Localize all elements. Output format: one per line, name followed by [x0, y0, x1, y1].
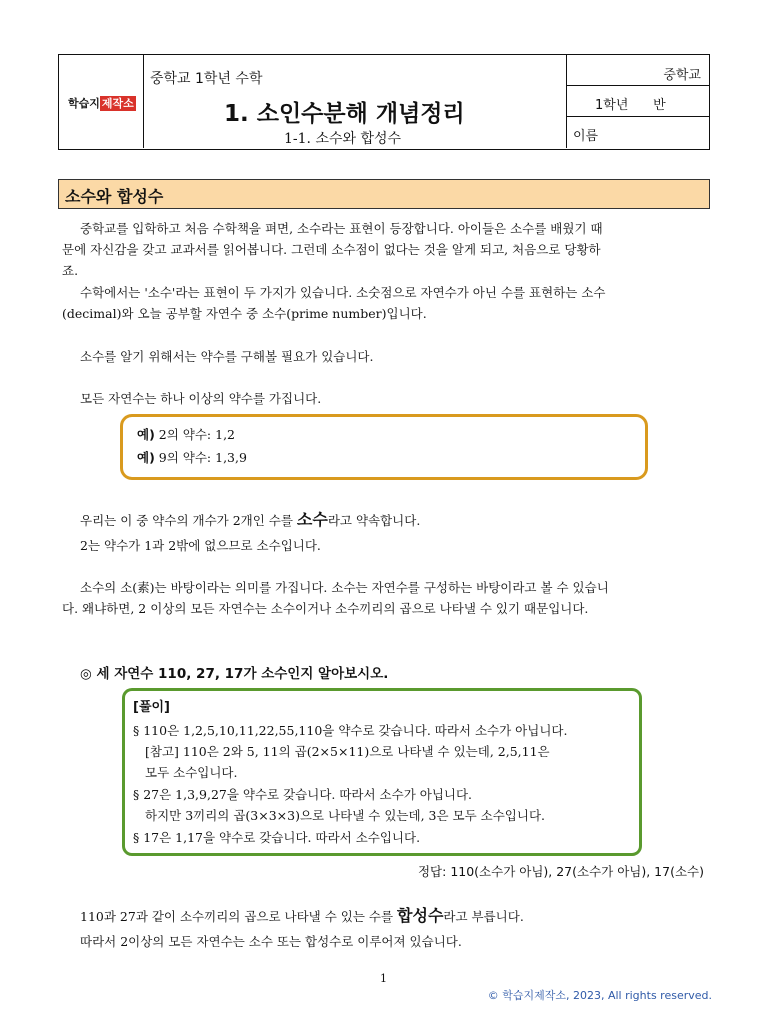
composite-definition-line: [80, 905, 524, 927]
intro-line-4: 수학에서는 '소수'라는 표현이 두 가지가 있습니다. 소숫점으로 자연수가 아닌 수를 표현하는 소수: [80, 285, 606, 300]
key-term-composite: 합성수: [397, 906, 444, 925]
definition-text: 110과 27과 같이 소수끼리의 곱으로 나타낼 수 있는 수를: [80, 909, 398, 924]
example-2: [137, 447, 247, 468]
grade-class-cell: 1학년 반: [567, 86, 709, 117]
page-subtitle: 1-1. 소수와 합성수: [284, 131, 402, 147]
solution-line: 모두 소수입니다.: [145, 765, 238, 780]
prime-definition-line: [80, 509, 420, 531]
meaning-line-2: 다. 왜냐하면, 2 이상의 모든 자연수는 소수이거나 소수끼리의 곱으로 나타낼 수 있기 때문입니다.: [62, 601, 589, 616]
logo: [68, 95, 136, 111]
copyright: © 학습지제작소, 2023, All rights reserved.: [487, 989, 712, 1002]
solution-line: [참고] 110은 2와 5, 11의 곱(2×5×11)으로 나타낼 수 있는데, 2,5,11은: [145, 744, 550, 759]
two-is-prime-line: 2는 약수가 1과 2밖에 없으므로 소수입니다.: [80, 538, 321, 553]
definition-text: 라고 약속합니다.: [327, 513, 421, 528]
solution-box: [122, 688, 642, 856]
intro-line-2: 문에 자신감을 갖고 교과서를 읽어봅니다. 그런데 소수점이 없다는 것을 알게 되고, 처음으로 당황하: [62, 242, 601, 257]
example-text: 9의 약수: 1,3,9: [158, 450, 247, 465]
student-info-cells: [566, 55, 709, 148]
meaning-line-1: 소수의 소(素)는 바탕이라는 의미를 가집니다. 소수는 자연수를 구성하는 바탕이라고 볼 수 있습니: [80, 580, 609, 595]
subject-label: 중학교 1학년 수학: [150, 71, 263, 87]
natural-number-line: 모든 자연수는 하나 이상의 약수를 가집니다.: [80, 391, 322, 406]
definition-text: 라고 부릅니다.: [443, 909, 524, 924]
logo-text-highlight: 제작소: [101, 97, 134, 110]
definition-text: 우리는 이 중 약수의 개수가 2개인 수를: [80, 513, 297, 528]
solution-heading: [풀이]: [133, 700, 170, 715]
solution-line: 하지만 3끼리의 곱(3×3×3)으로 나타낼 수 있는데, 3은 모두 소수입니다.: [145, 808, 545, 823]
page-number: 1: [380, 972, 387, 985]
solution-line: § 110은 1,2,5,10,11,22,55,110을 약수로 갖습니다. 따라서 소수가 아닙니다.: [133, 723, 568, 738]
logo-cell: [59, 55, 144, 148]
example-box: [120, 414, 648, 480]
solution-line: § 17은 1,17을 약수로 갖습니다. 따라서 소수입니다.: [133, 830, 421, 845]
logo-text: 학습지: [68, 97, 100, 110]
divisor-line: 소수를 알기 위해서는 약수를 구해볼 필요가 있습니다.: [80, 349, 374, 364]
intro-line-5: (decimal)와 오늘 공부할 자연수 중 소수(prime number)입니다.: [62, 306, 427, 321]
school-cell: 중학교: [567, 55, 709, 86]
solution-line: § 27은 1,3,9,27을 약수로 갖습니다. 따라서 소수가 아닙니다.: [133, 787, 473, 802]
section-heading: 소수와 합성수: [58, 179, 710, 209]
intro-line-1: 중학교를 입학하고 처음 수학책을 펴면, 소수라는 표현이 등장합니다. 아이들은 소수를 배웠기 때: [80, 221, 603, 236]
intro-line-3: 죠.: [62, 263, 79, 278]
question: ◎ 세 자연수 110, 27, 17가 소수인지 알아보시오.: [80, 666, 389, 682]
key-term-prime: 소수: [296, 510, 328, 529]
answer-line: 정답: 110(소수가 아님), 27(소수가 아님), 17(소수): [417, 864, 704, 879]
example-label: 예): [137, 427, 155, 442]
example-label: 예): [137, 450, 155, 465]
page-title: 1. 소인수분해 개념정리: [224, 101, 465, 127]
last-line: 따라서 2이상의 모든 자연수는 소수 또는 합성수로 이루어져 있습니다.: [80, 934, 462, 949]
example-text: 2의 약수: 1,2: [158, 427, 235, 442]
example-1: [137, 424, 235, 445]
name-cell: 이름: [573, 129, 599, 144]
